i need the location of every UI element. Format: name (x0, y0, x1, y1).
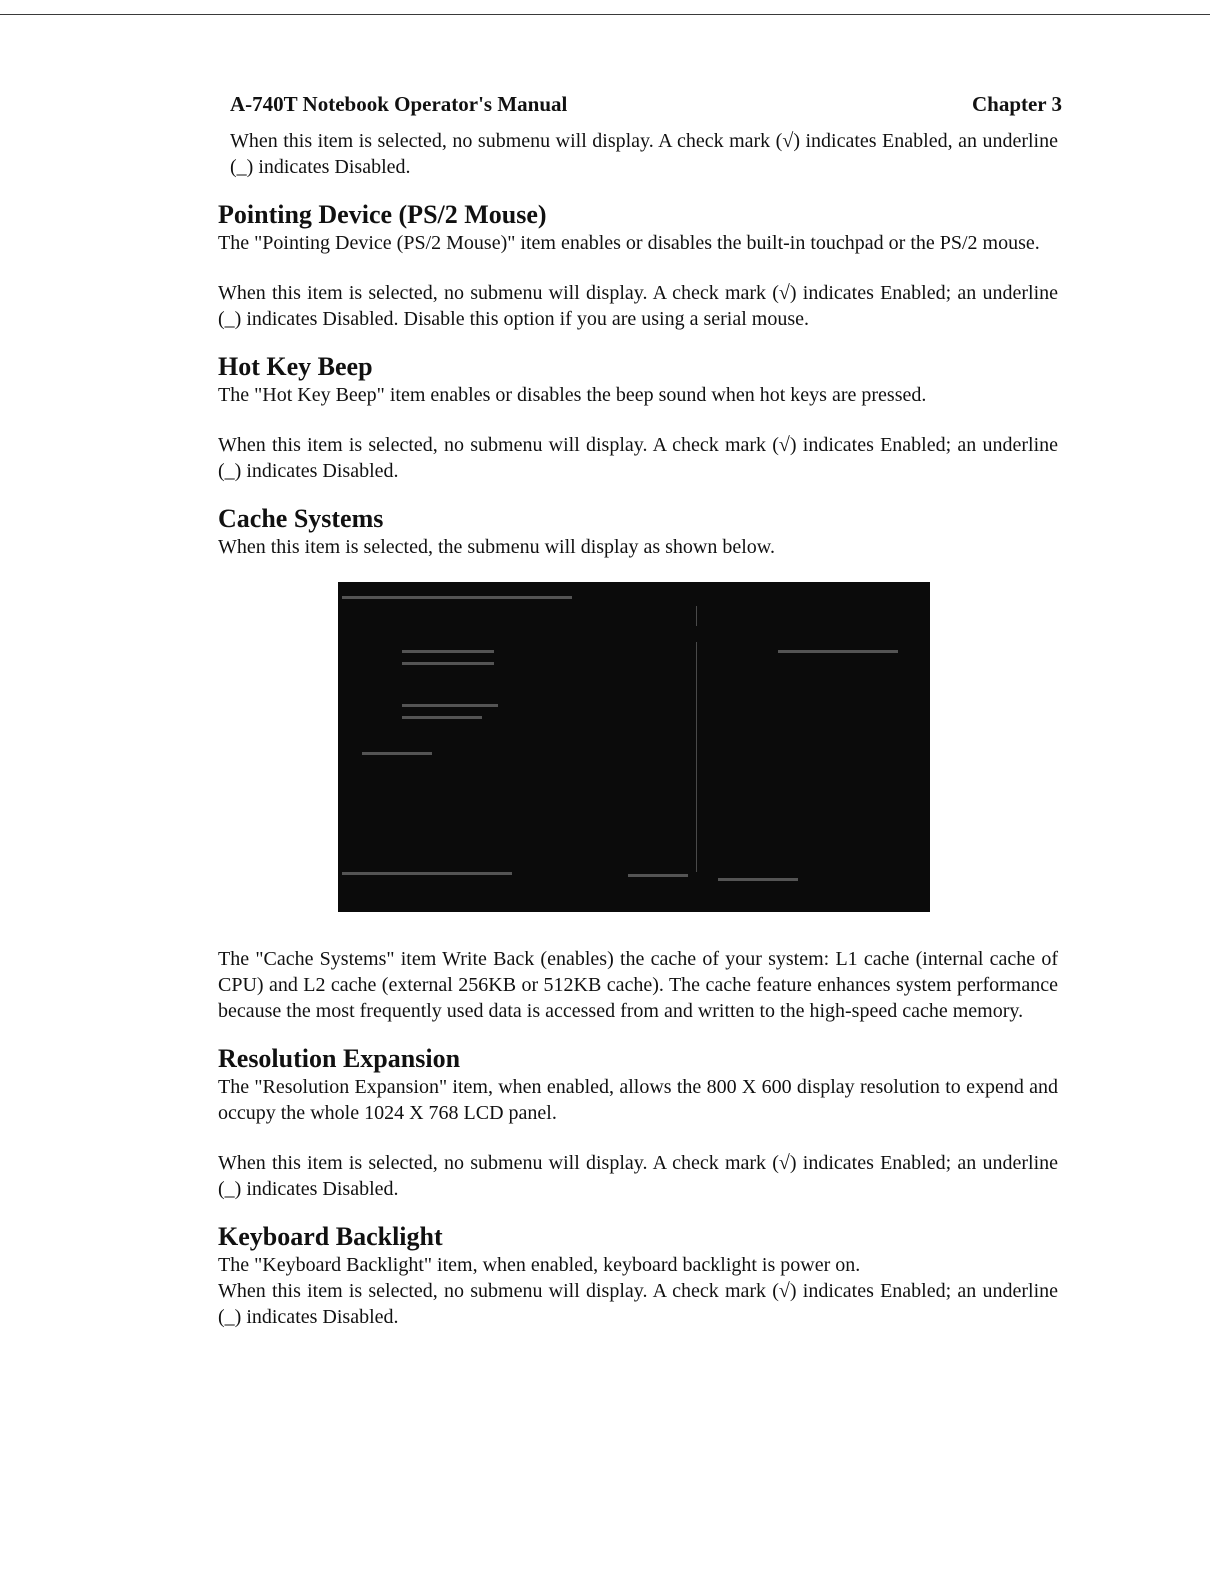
keyboard-backlight-note: When this item is selected, no submenu will display. A check mark (√) indicates Enabled; an underline (_) indicates Disabled. (218, 1280, 1058, 1328)
chapter-label: Chapter 3 (971, 92, 1062, 116)
keyboard-backlight-description: The "Keyboard Backlight" item, when enabled, keyboard backlight is power on. (218, 1254, 861, 1276)
section-title-hot-key-beep: Hot Key Beep (218, 352, 373, 381)
section-title-resolution-expansion: Resolution Expansion (218, 1044, 461, 1073)
top-rule (0, 14, 1210, 15)
section-title-keyboard-backlight: Keyboard Backlight (218, 1222, 443, 1251)
section-title-pointing-device: Pointing Device (PS/2 Mouse) (218, 200, 547, 229)
hot-key-beep-description: The "Hot Key Beep" item enables or disables the beep sound when hot keys are pressed. (218, 384, 927, 406)
manual-title: A-740T Notebook Operator's Manual (230, 92, 568, 116)
pointing-device-description: The "Pointing Device (PS/2 Mouse)" item enables or disables the built-in touchpad or the PS/2 mouse. (218, 232, 1040, 254)
page-content (218, 128, 1058, 1330)
cache-submenu-screenshot (338, 582, 930, 912)
section-title-cache-systems: Cache Systems (218, 504, 384, 533)
hot-key-beep-note: When this item is selected, no submenu will display. A check mark (√) indicates Enabled; an underline (_) indicates Disabled. (218, 434, 1058, 482)
cache-systems-intro: When this item is selected, the submenu will display as shown below. (218, 536, 775, 558)
resolution-expansion-description: The "Resolution Expansion" item, when enabled, allows the 800 X 600 display resolution to expend and occupy the whole 1024 X 768 LCD panel. (218, 1076, 1058, 1124)
cache-systems-description: The "Cache Systems" item Write Back (enables) the cache of your system: L1 cache (internal cache of CPU) and L2 cache (external 256KB or 512KB cache). The cache feature enhances system performance because the most frequently used data is accessed from and written to the high-speed cache memory. (218, 948, 1058, 1022)
pointing-device-note: When this item is selected, no submenu will display. A check mark (√) indicates Enabled; an underline (_) indicates Disabled. Disable this option if you are using a serial mouse. (218, 282, 1058, 330)
resolution-expansion-note: When this item is selected, no submenu will display. A check mark (√) indicates Enabled; an underline (_) indicates Disabled. (218, 1152, 1058, 1200)
page-header (230, 92, 1062, 117)
intro-paragraph: When this item is selected, no submenu will display. A check mark (√) indicates Enabled, an underline (_) indicates Disabled. (230, 130, 1058, 178)
